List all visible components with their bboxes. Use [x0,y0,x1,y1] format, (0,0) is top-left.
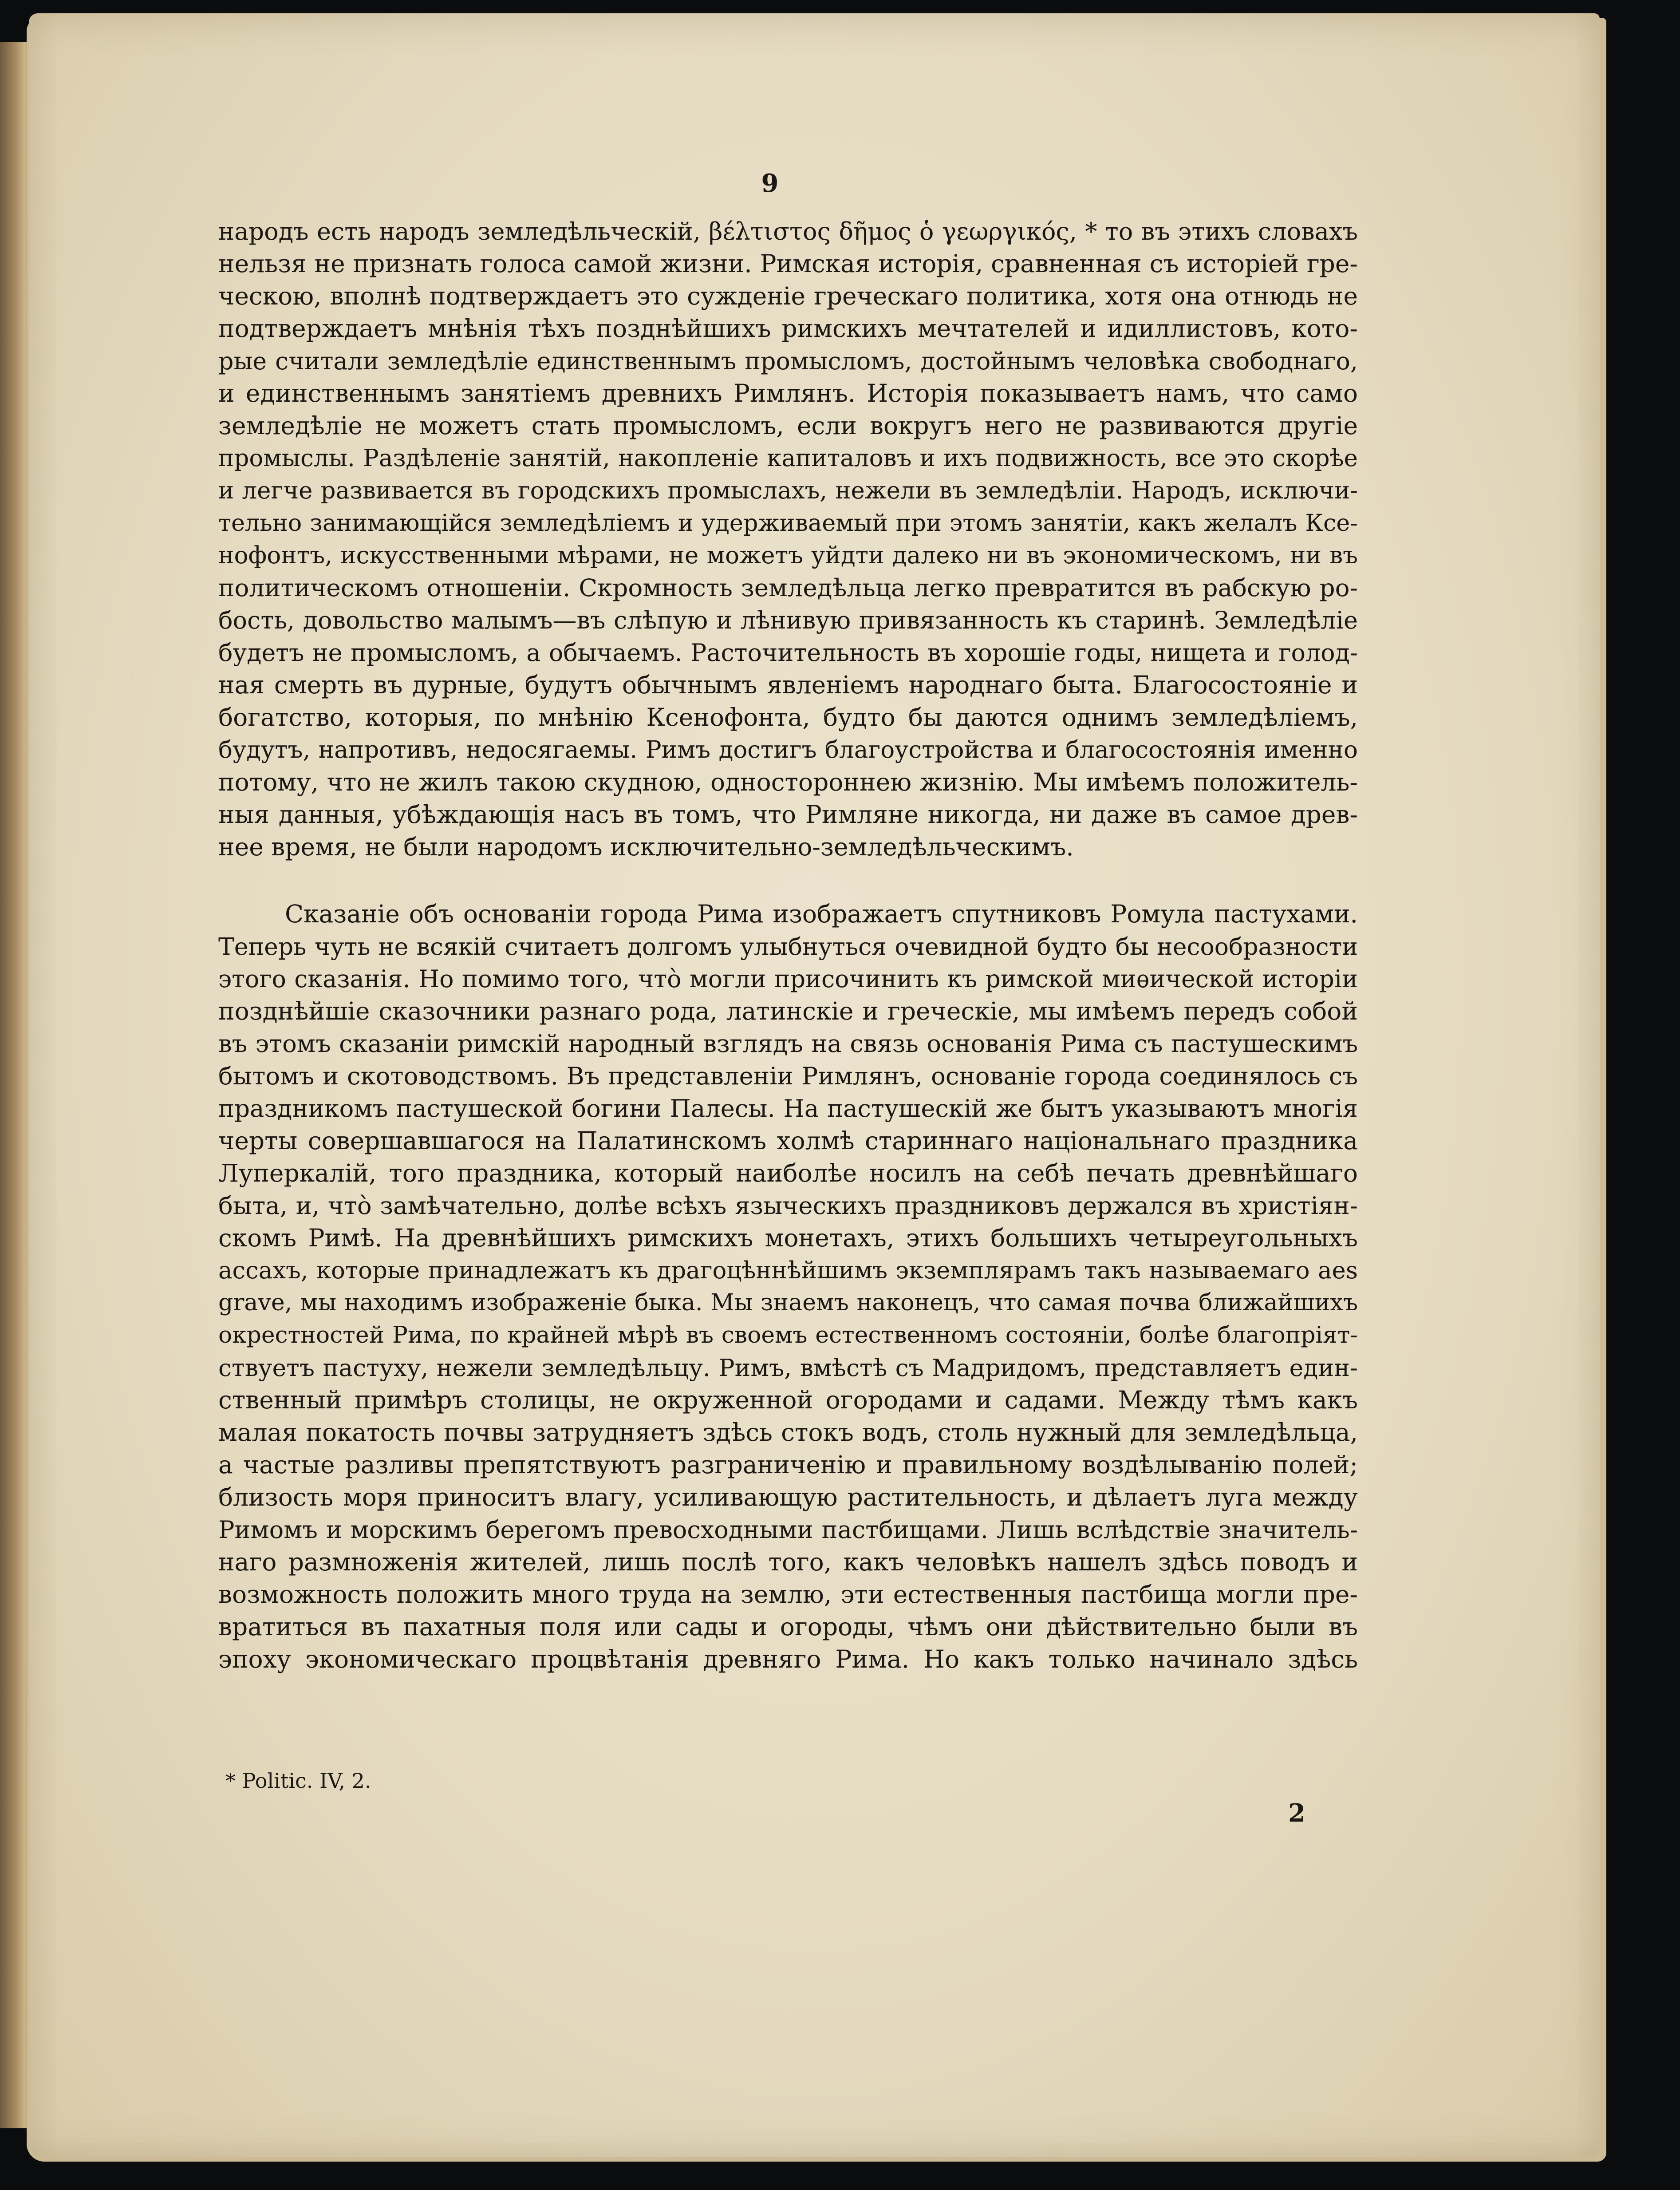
text-line: ствуетъ пастуху, нежели земледѣльцу. Римъ, вмѣстѣ съ Мадридомъ, представляетъ един- [218,1354,1358,1382]
paragraph-gap [218,863,1358,898]
text-line: малая покатость почвы затрудняетъ здѣсь стокъ водъ, столь нужный для земледѣльца, [218,1418,1358,1447]
text-line: позднѣйшіе сказочники разнаго рода, латинскіе и греческіе, мы имѣемъ передъ собой [218,997,1358,1025]
text-line: въ этомъ сказаніи римскій народный взглядъ на связь основанія Рима съ пастушескимъ [218,1030,1358,1058]
text-line: ныя данныя, убѣждающія насъ въ томъ, что Римляне никогда, ни даже въ самое древ- [218,800,1358,829]
page-number: 9 [761,169,779,198]
text-line: тельно занимающійся земледѣліемъ и удерживаемый при этомъ занятіи, какъ желалъ Ксе- [218,510,1358,537]
text-line: ческою, вполнѣ подтверждаетъ это сужденіе греческаго политика, хотя она отнюдь не [218,282,1358,310]
text-line: быта, и, что̀ замѣчательно, долѣе всѣхъ языческихъ праздниковъ держался въ христіян- [218,1191,1358,1220]
text-line: а частые разливы препятствуютъ разграниченію и правильному воздѣлыванію полей; [218,1451,1358,1479]
text-line: Теперь чуть не всякій считаетъ долгомъ улыбнуться очевидной будто бы несообразности [218,933,1358,961]
text-line: и легче развивается въ городскихъ промыслахъ, нежели въ земледѣліи. Народъ, исключи- [218,477,1358,504]
text-line: скомъ Римѣ. На древнѣйшихъ римскихъ монетахъ, этихъ большихъ четыреугольныхъ [218,1224,1358,1252]
text-line: возможность положить много труда на землю, эти естественныя пастбища могли пре- [218,1580,1358,1609]
text-line: этого сказанія. Но помимо того, что̀ могли присочинить къ римской миѳической исторіи [218,965,1358,993]
text-line: подтверждаетъ мнѣнія тѣхъ позднѣйшихъ римскихъ мечтателей и идиллистовъ, кото- [218,314,1358,343]
text-line: вратиться въ пахатныя поля или сады и огороды, чѣмъ они дѣйствительно были въ [218,1613,1358,1641]
text-line: Римомъ и морскимъ берегомъ превосходными пастбищами. Лишь вслѣдствіе значитель- [218,1516,1358,1544]
text-line: окрестностей Рима, по крайней мѣрѣ въ своемъ естественномъ состояніи, болѣе благопріят- [218,1322,1358,1348]
paragraph-1 [218,215,1358,863]
text-line: потому, что не жилъ такою скудною, одностороннею жизнію. Мы имѣемъ положитель- [218,768,1358,796]
text-line: и единственнымъ занятіемъ древнихъ Римлянъ. Исторія показываетъ намъ, что само [218,379,1358,407]
text-line: эпоху экономическаго процвѣтанія древняго Рима. Но какъ только начинало здѣсь [218,1645,1358,1673]
text-line: черты совершавшагося на Палатинскомъ холмѣ стариннаго національнаго праздника [218,1127,1358,1155]
text-line: промыслы. Раздѣленіе занятій, накопленіе капиталовъ и ихъ подвижность, все это скорѣе [218,444,1358,472]
text-line: будетъ не промысломъ, а обычаемъ. Расточительность въ хорошіе годы, нищета и голод- [218,639,1358,667]
text-line: земледѣліе не можетъ стать промысломъ, если вокругъ него не развиваются другіе [218,411,1358,440]
text-line: Луперкалій, того праздника, который наиболѣе носилъ на себѣ печать древнѣйшаго [218,1159,1358,1187]
text-line: бость, довольство малымъ—въ слѣпую и лѣнивую привязанность къ старинѣ. Земледѣліе [218,606,1358,634]
footnote: * Politic. IV, 2. [225,1769,371,1793]
book-page [29,13,1600,2157]
text-line: Сказаніе объ основаніи города Рима изображаетъ спутниковъ Ромула пастухами. [285,900,1358,928]
text-line: нельзя не признать голоса самой жизни. Римская исторія, сравненная съ исторіей гре- [218,249,1358,278]
text-line: ственный примѣръ столицы, не окруженной огородами и садами. Между тѣмъ какъ [218,1386,1358,1414]
text-line: ассахъ, которые принадлежатъ къ драгоцѣннѣйшимъ экземплярамъ такъ называемаго aes [218,1257,1358,1284]
text-line: нофонтъ, искусственными мѣрами, не можетъ уйдти далеко ни въ экономическомъ, ни въ [218,542,1358,569]
text-line: богатство, которыя, по мнѣнію Ксенофонта, будто бы даются однимъ земледѣліемъ, [218,703,1358,731]
text-line: праздникомъ пастушеской богини Палесы. На пастушескій же бытъ указываютъ многія [218,1095,1358,1123]
text-line: близость моря приноситъ влагу, усиливающую растительность, и дѣлаетъ луга между [218,1483,1358,1511]
paragraph-2 [218,898,1358,1676]
signature-mark: 2 [1288,1799,1305,1828]
text-line: политическомъ отношеніи. Скромность земледѣльца легко превратится въ рабскую ро- [218,573,1358,602]
text-line: ная смерть въ дурные, будутъ обычнымъ явленіемъ народнаго быта. Благосостояніе и [218,671,1358,699]
text-line: нее время, не были народомъ исключительно-земледѣльческимъ. [218,833,1074,861]
text-line: grave, мы находимъ изображеніе быка. Мы знаемъ наконецъ, что самая почва ближайшихъ [218,1289,1358,1316]
text-line: наго размноженія жителей, лишь послѣ того, какъ человѣкъ нашелъ здѣсь поводъ и [218,1548,1358,1576]
text-line: народъ есть народъ земледѣльческій, βέλτιστος δῆμος ὁ γεωργικός, * то въ этихъ словахъ [218,217,1358,245]
text-line: будутъ, напротивъ, недосягаемы. Римъ достигъ благоустройства и благосостоянія именно [218,736,1358,763]
text-line: бытомъ и скотоводствомъ. Въ представленіи Римлянъ, основаніе города соединялось съ [218,1062,1358,1090]
body-text [218,215,1358,1676]
text-line: рые считали земледѣліе единственнымъ промысломъ, достойнымъ человѣка свободнаго, [218,347,1358,375]
